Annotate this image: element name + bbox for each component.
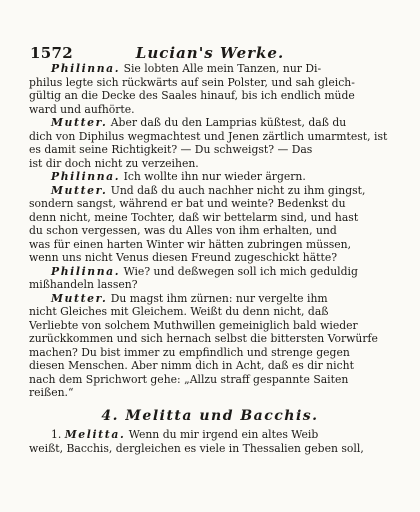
dialogue-text xyxy=(29,62,389,400)
text-line: gültig an die Decke des Saales hinauf, bis ich endlich müde xyxy=(29,89,355,102)
text-line xyxy=(29,428,389,442)
text-line: philus legte sich rückwärts auf sein Polster, und sah gleich- xyxy=(29,75,355,89)
text-line: reißen.“ xyxy=(29,386,74,399)
text-line xyxy=(29,116,389,130)
text-line: du schon vergessen, was du Alles von ihm erhalten, und xyxy=(29,224,337,237)
text-line: nicht Gleiches mit Gleichem. Weißt du denn nicht, daß xyxy=(29,305,329,318)
line-text: Und daß du auch nachher nicht zu ihm gingst, xyxy=(107,183,366,197)
paragraph xyxy=(29,265,389,292)
paragraph-number: 1. xyxy=(51,428,62,441)
section-heading: 4. Melitta und Bacchis. xyxy=(101,408,319,424)
text-line: dich von Diphilus wegmachtest und Jenen zärtlich umarmtest, ist xyxy=(29,129,388,143)
line-text: Wenn du mir irgend ein altes Weib xyxy=(125,428,319,441)
speaker-name: Philinna. xyxy=(51,264,121,278)
page-number: 1572 xyxy=(30,44,73,62)
paragraph xyxy=(29,170,389,184)
paragraph xyxy=(29,292,389,400)
text-line xyxy=(29,265,389,279)
text-line: zurückkommen und sich hernach selbst die bittersten Vorwürfe xyxy=(29,332,378,345)
speaker-name: Philinna. xyxy=(51,170,121,183)
text-line: nach dem Sprichwort gehe: „Allzu straff gespannte Saiten xyxy=(29,372,349,386)
line-text: Sie lobten Alle mein Tanzen, nur Di- xyxy=(120,62,322,75)
text-line xyxy=(29,62,389,76)
text-line: mißhandeln lassen? xyxy=(29,278,138,291)
paragraph xyxy=(29,184,389,265)
text-line: sondern sangst, während er bat und weinte? Bedenkst du xyxy=(29,197,346,210)
speaker-name: Mutter. xyxy=(51,291,108,305)
text-line: ward und aufhörte. xyxy=(29,102,135,116)
text-line xyxy=(29,170,389,184)
line-text: Wie? und deßwegen soll ich mich geduldig xyxy=(120,264,358,278)
text-line: denn nicht, meine Tochter, daß wir bettelarm sind, und hast xyxy=(29,210,359,224)
paragraph xyxy=(29,116,389,170)
text-line: machen? Du bist immer zu empfindlich und strenge gegen xyxy=(29,345,350,359)
line-text: Aber daß du den Lamprias küßtest, daß du xyxy=(107,116,347,129)
text-line: wenn uns nicht Venus diesen Freund zugeschickt hätte? xyxy=(29,251,338,264)
line-text: Ich wollte ihn nur wieder ärgern. xyxy=(120,170,306,183)
text-line: es damit seine Richtigkeit? — Du schweigst? — Das xyxy=(29,143,313,156)
text-line: Verliebte von solchem Muthwillen gemeiniglich bald wieder xyxy=(29,318,358,332)
text-line: diesen Menschen. Aber nimm dich in Acht, daß es dir nicht xyxy=(29,359,354,372)
text-line xyxy=(29,292,389,306)
text-line: ist dir doch nicht zu verzeihen. xyxy=(29,156,199,170)
speaker-name: Philinna. xyxy=(51,62,121,75)
text-line xyxy=(29,184,389,198)
paragraph xyxy=(29,62,389,116)
section-text xyxy=(29,428,389,455)
speaker-name: Melitta. xyxy=(64,428,126,441)
running-head: Lucian's Werke. xyxy=(135,44,285,62)
speaker-name: Mutter. xyxy=(51,116,108,129)
text-line: was für einen harten Winter wir hätten zubringen müssen, xyxy=(29,237,352,251)
line-text: Du magst ihm zürnen: nur vergelte ihm xyxy=(107,291,328,305)
speaker-name: Mutter. xyxy=(51,183,108,197)
text-line: weißt, Bacchis, dergleichen es viele in Thessalien geben soll, xyxy=(29,441,364,455)
